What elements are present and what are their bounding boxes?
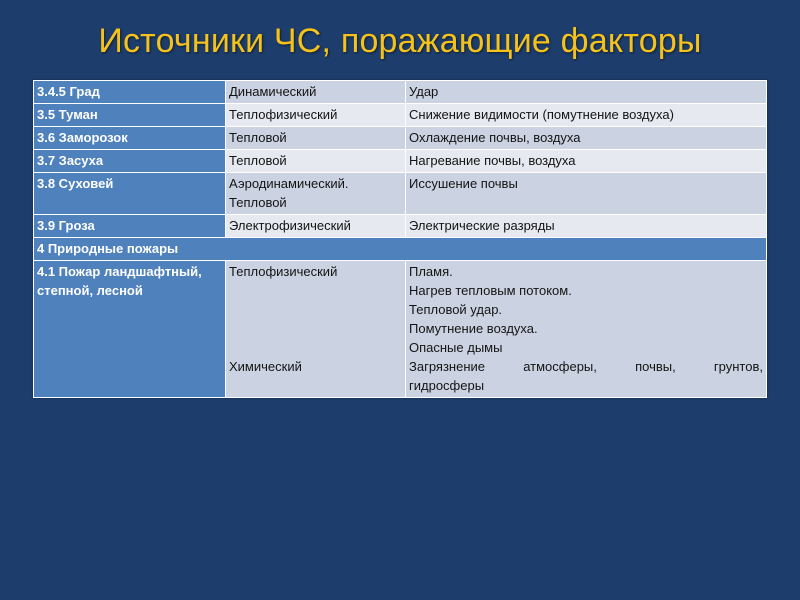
spacer bbox=[229, 281, 402, 319]
source-cell: 3.6 Заморозок bbox=[34, 127, 226, 150]
factor-type-line: Аэродинамический. bbox=[229, 176, 349, 191]
source-cell: 3.9 Гроза bbox=[34, 215, 226, 238]
effect-line: Тепловой удар. bbox=[409, 302, 503, 317]
spacer bbox=[229, 319, 402, 357]
factor-type-cell: Тепловой bbox=[226, 127, 406, 150]
source-cell: 3.7 Засуха bbox=[34, 150, 226, 173]
factor-type-cell bbox=[226, 261, 406, 398]
effect-line: Нагрев тепловым потоком. bbox=[409, 283, 572, 298]
slide-title: Источники ЧС, поражающие факторы bbox=[98, 22, 702, 60]
hazards-table bbox=[33, 80, 767, 398]
factor-type-cell bbox=[226, 173, 406, 215]
factor-type-cell: Тепловой bbox=[226, 150, 406, 173]
factor-type-line: Теплофизический bbox=[229, 264, 338, 279]
section-row bbox=[34, 238, 767, 261]
source-cell: 4.1 Пожар ландшафтный, степной, лесной bbox=[34, 261, 226, 398]
factor-type-cell: Теплофизический bbox=[226, 104, 406, 127]
effect-cell bbox=[406, 261, 767, 398]
effect-cell: Электрические разряды bbox=[406, 215, 767, 238]
effect-line: Загрязнение атмосферы, почвы, грунтов, bbox=[409, 359, 763, 374]
factor-type-cell: Электрофизический bbox=[226, 215, 406, 238]
source-cell: 3.8 Суховей bbox=[34, 173, 226, 215]
table-row bbox=[34, 127, 767, 150]
effect-cell: Иссушение почвы bbox=[406, 173, 767, 215]
source-cell: 3.5 Туман bbox=[34, 104, 226, 127]
factor-type-cell: Динамический bbox=[226, 81, 406, 104]
effect-cell: Нагревание почвы, воздуха bbox=[406, 150, 767, 173]
effect-line: Опасные дымы bbox=[409, 340, 503, 355]
effect-line: Помутнение воздуха. bbox=[409, 321, 538, 336]
source-cell: 3.4.5 Град bbox=[34, 81, 226, 104]
table-row bbox=[34, 261, 767, 398]
effect-cell: Охлаждение почвы, воздуха bbox=[406, 127, 767, 150]
section-header: 4 Природные пожары bbox=[34, 238, 767, 261]
table-row bbox=[34, 215, 767, 238]
table-row bbox=[34, 173, 767, 215]
table-row bbox=[34, 81, 767, 104]
effect-line: гидросферы bbox=[409, 378, 485, 393]
factor-type-line: Химический bbox=[229, 359, 302, 374]
factor-type-line: Тепловой bbox=[229, 195, 287, 210]
table-row bbox=[34, 150, 767, 173]
effect-cell: Удар bbox=[406, 81, 767, 104]
table-row bbox=[34, 104, 767, 127]
effect-cell: Снижение видимости (помутнение воздуха) bbox=[406, 104, 767, 127]
effect-line: Пламя. bbox=[409, 264, 453, 279]
